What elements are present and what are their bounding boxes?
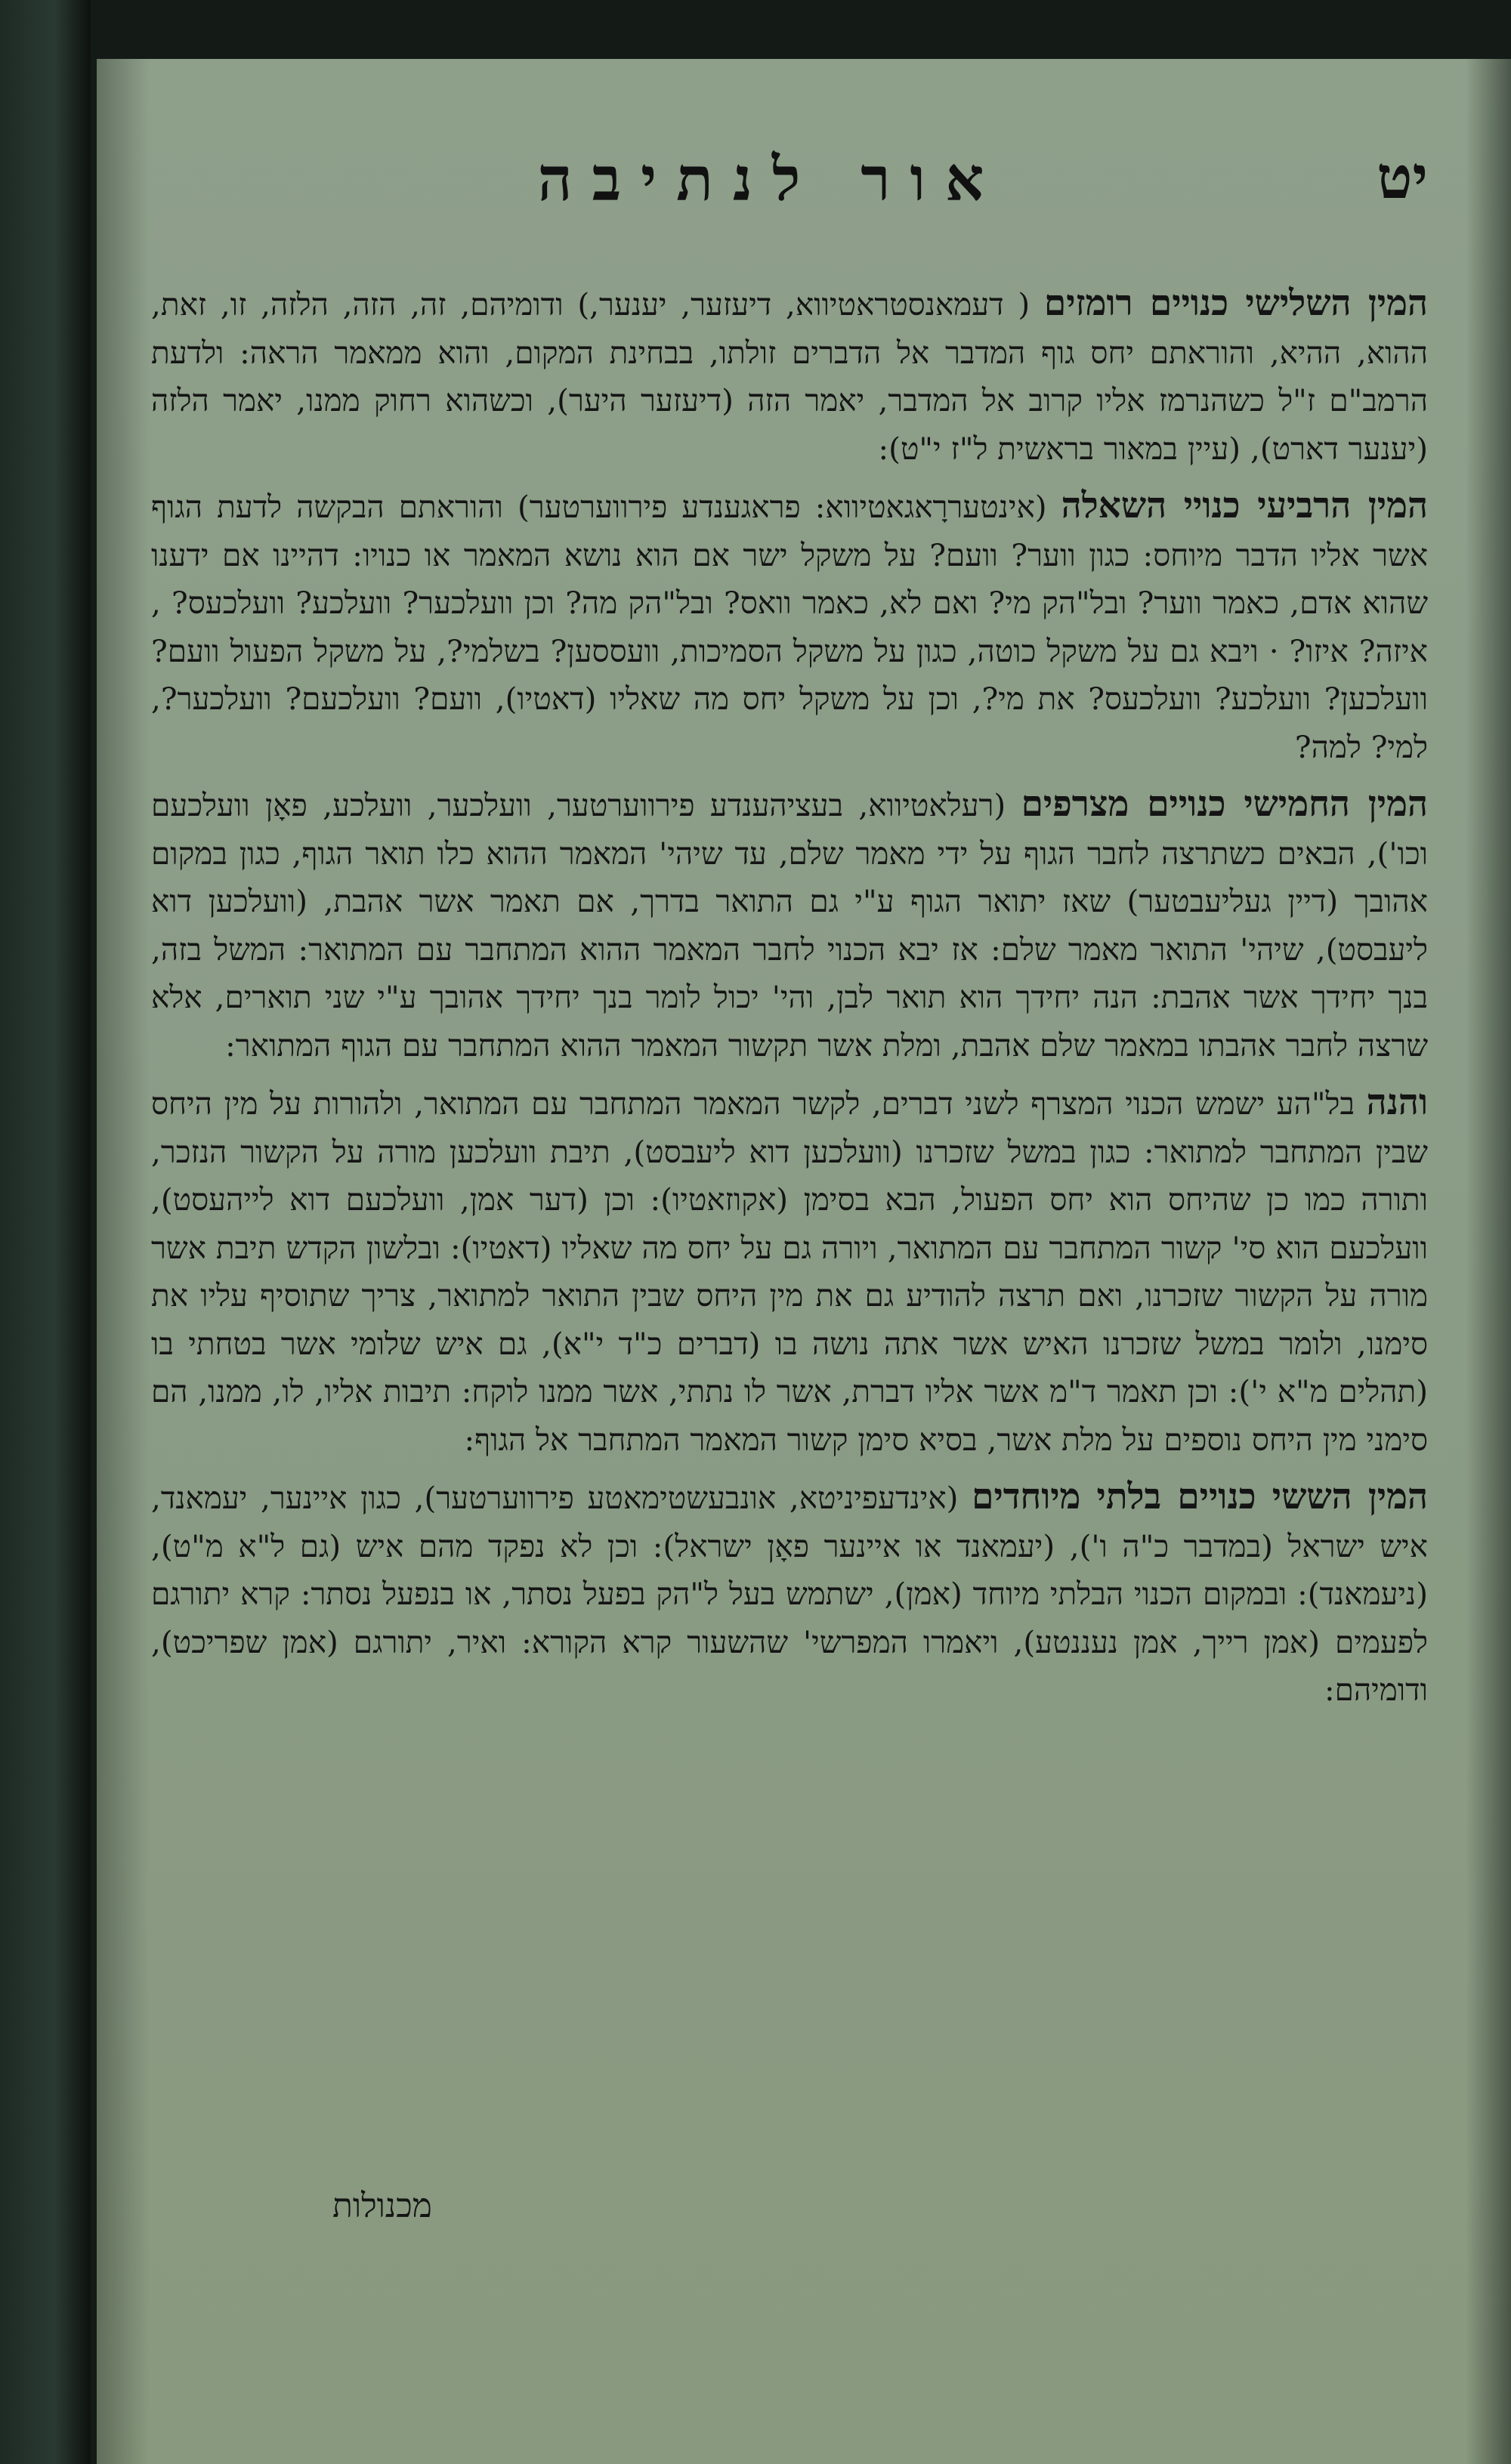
paragraph-text: ( דעמאנסטראטיווא, דיעזער, יענער,) ודומיהם, זה, הזה, הלזה, זו, זאת, ההוא, ההיא, והוראתם יחס גוף המדבר אל הדברים זולתו, בבחינת המקום, והוא ממאמר הראה: ולדעת הרמב"ם ז"ל כשהנרמז אליו קרוב אל המדבר, יאמר הזה (דיעזער היער), וכשהוא רחוק ממנו, יאמר הלזה (יענער דארט), (עיין במאור בראשית ל"ז י"ט): [151, 286, 1428, 467]
paragraph-sixth-type [151, 1473, 1428, 1715]
paragraph-text: בל"הע ישמש הכנוי המצרף לשני דברים, לקשר המאמר המתחבר עם המתואר, ולהורות על מין היחס שבין המתחבר למתואר: כגון במשל שזכרנו (וועלכען דוא ליעבסט), תיבת וועלכען מורה על הקשור הנזכר, ותורה כמו כן שהיחס הוא יחס הפעול, הבא בסימן (אקוזאטיו): וכן (דער אמן, וועלכעם דוא לייהעסט), וועלכעם הוא סי' קשור המתחבר עם המתואר, ויורה גם על יחס מה שאליו (דאטיו): ובלשון הקדש תיבת אשר מורה על הקשור שזכרנו, ואם תרצה להודיע גם את מין היחס שבין התואר למתואר, צריך שתוסיף עליו את סימנו, ולומר במשל שזכרנו האיש אשר אתה נושה בו (דברים כ"ד י"א), גם איש שלומי אשר בטחתי בו (תהלים מ"א י'): וכן תאמר ד"מ אשר אליו דברת, אשר לו נתתי, אשר ממנו לוקח: תיבות אליו, לו, ממנו, הם סימני מין היחס נוספים על מלת אשר, בסיא סימן קשור המאמר המתחבר אל הגוף: [151, 1085, 1428, 1458]
paragraph-heading: המין הששי כנויים בלתי מיוחדים [972, 1476, 1429, 1518]
paragraph-text: (אינדעפיניטא, אונבעשטימאטע פירווערטער), כגון איינער, יעמאנד, איש ישראל (במדבר כ"ה ו'), (יעמאנד או איינער פאָן ישראל): וכן לא נפקד מהם איש (גם ל"א מ"ט), (ניעמאנד): ובמקום הכנוי הבלתי מיוחד (אמן), ישתמש בעל ל"הק בפעל נסתר, או בנפעל נסתר: קרא יתורגם לפעמים (אמן רייך, אמן נעננטע), ויאמרו המפרשי' שהשעור קרא הקורא: ואיר, יתורגם (אמן שפריכט), ודומיהם: [151, 1480, 1428, 1708]
paragraph-text: (אינטעררָאגאטיווא: פראגענדע פירווערטער) והוראתם הבקשה לדעת הגוף אשר אליו הדבר מיוחס: כגון ווער? וועם? על משקל ישר אם הוא נושא המאמר או כנויו: דהיינו אם ידענו שהוא אדם, כאמר ווער? ובל"הק מי? ואם לא, כאמר וואס? ובל"הק מה? וכן וועלכער? וועלכע? וועלכעס? , איזה? איזו? · ויבא גם על משקל כוטה, כגון על משקל הסמיכות, וועססען? בשלמי?, על משקל הפעול וועם? וועלכען? וועלכע? וועלכעס? את מי?, וכן על משקל יחס מה שאליו (דאטיו), וועם? וועלכעם? וועלכער?, למי? למה? [151, 489, 1428, 765]
paragraph-note [151, 1079, 1428, 1464]
paragraph-fourth-type [151, 482, 1428, 771]
page-header [113, 144, 1428, 227]
paragraph-heading: המין החמישי כנויים מצרפים [1021, 783, 1429, 825]
paragraph-fifth-type [151, 780, 1428, 1070]
book-binding-edge [0, 0, 91, 2464]
paragraph-heading: המין השלישי כנויים רומזים [1043, 283, 1429, 324]
paragraph-text: (רעלאטיווא, בעציהענדע פירווערטער, וועלכער, וועלכע, פאָן וועלכעם וכו'), הבאים כשתרצה לחבר הגוף על ידי מאמר שלם, עד שיהי' המאמר ההוא כלו תואר הגוף, כגון במקום אהובך (דיין געליעבטער) שאז יתואר הגוף ע"י גם התואר בדרך, אם תאמר אשר אהבת, (וועלכען דוא ליעבסט), שיהי' התואר מאמר שלם: אז יבא הכנוי לחבר המאמר ההוא המתחבר עם המתואר: המשל בזה, בנך יחידך אשר אהבת: הנה יחידך הוא תואר לבן, והי' יכול לומר בנך יחידך אהובך ע"י שני תוארים, אלא שרצה לחבר אהבתו במאמר שלם אהבת, ומלת אשר תקשור המאמר ההוא המתחבר עם הגוף המתואר: [151, 787, 1428, 1064]
paragraph-heading: והנה [1366, 1082, 1428, 1123]
catchword: מכנולות [332, 2187, 432, 2225]
running-title: אור לנתיבה [537, 144, 1004, 215]
paragraph-heading: המין הרביעי כנויי השאלה [1061, 485, 1429, 526]
page-number: יט [1377, 144, 1428, 212]
main-text [151, 279, 1428, 1724]
paragraph-third-type [151, 279, 1428, 473]
